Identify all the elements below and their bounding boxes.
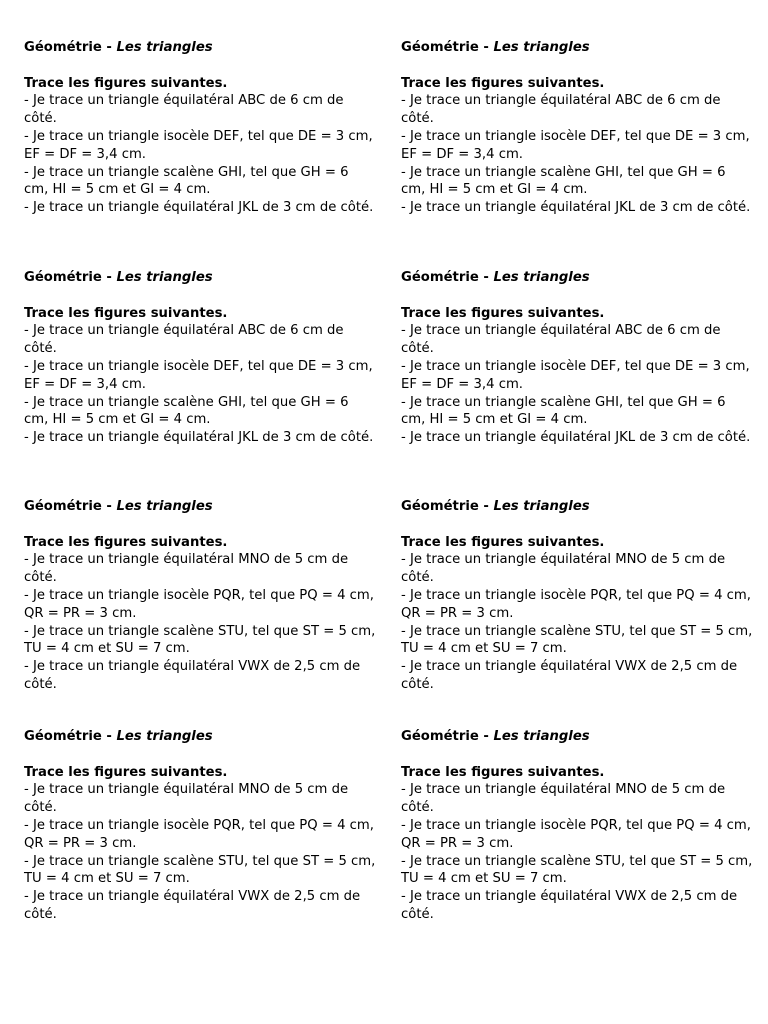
card-instruction: Trace les figures suivantes. bbox=[24, 534, 228, 550]
card-instruction: Trace les figures suivantes. bbox=[24, 75, 228, 91]
exercise-item: - Je trace un triangle équilatéral ABC de 6 cm de côté. bbox=[24, 93, 344, 127]
blank-line bbox=[24, 516, 376, 534]
blank-line bbox=[401, 287, 753, 305]
card-title bbox=[24, 728, 376, 746]
blank-line bbox=[401, 57, 753, 75]
card-title bbox=[24, 498, 376, 516]
card-instruction: Trace les figures suivantes. bbox=[24, 305, 228, 321]
blank-line bbox=[24, 57, 376, 75]
card-topic: Les triangles bbox=[493, 729, 590, 744]
exercise-item: - Je trace un triangle équilatéral MNO de 5 cm de côté. bbox=[24, 552, 349, 586]
card-topic: Les triangles bbox=[493, 40, 590, 55]
exercise-item: - Je trace un triangle isocèle PQR, tel que PQ = 4 cm, QR = PR = 3 cm. bbox=[24, 587, 374, 621]
exercise-card bbox=[401, 269, 753, 447]
card-subject: Géométrie - bbox=[401, 499, 489, 514]
card-topic: Les triangles bbox=[493, 270, 590, 285]
card-subject: Géométrie - bbox=[401, 729, 489, 744]
exercise-item: - Je trace un triangle scalène STU, tel que ST = 5 cm, TU = 4 cm et SU = 7 cm. bbox=[401, 853, 753, 887]
exercise-item: - Je trace un triangle isocèle PQR, tel que PQ = 4 cm, QR = PR = 3 cm. bbox=[24, 817, 374, 851]
blank-line bbox=[401, 516, 753, 534]
exercise-item: - Je trace un triangle scalène GHI, tel que GH = 6 cm, HI = 5 cm et GI = 4 cm. bbox=[24, 394, 349, 428]
exercise-item: - Je trace un triangle isocèle DEF, tel que DE = 3 cm, EF = DF = 3,4 cm. bbox=[24, 358, 373, 392]
exercise-item: - Je trace un triangle équilatéral JKL de 3 cm de côté. bbox=[401, 200, 751, 216]
exercise-item: - Je trace un triangle scalène STU, tel que ST = 5 cm, TU = 4 cm et SU = 7 cm. bbox=[401, 623, 753, 657]
card-instruction: Trace les figures suivantes. bbox=[24, 764, 228, 780]
card-subject: Géométrie - bbox=[401, 40, 489, 55]
exercise-item: - Je trace un triangle équilatéral VWX de 2,5 cm de côté. bbox=[24, 889, 361, 922]
exercise-item: - Je trace un triangle équilatéral ABC de 6 cm de côté. bbox=[401, 93, 721, 127]
exercise-item: - Je trace un triangle isocèle PQR, tel que PQ = 4 cm, QR = PR = 3 cm. bbox=[401, 817, 751, 851]
card-instruction: Trace les figures suivantes. bbox=[401, 75, 605, 91]
exercise-item: - Je trace un triangle isocèle PQR, tel que PQ = 4 cm, QR = PR = 3 cm. bbox=[401, 587, 751, 621]
card-instruction: Trace les figures suivantes. bbox=[401, 305, 605, 321]
exercise-card bbox=[401, 39, 753, 217]
exercise-item: - Je trace un triangle équilatéral MNO de 5 cm de côté. bbox=[24, 782, 349, 816]
card-title bbox=[401, 39, 753, 57]
card-topic: Les triangles bbox=[116, 270, 213, 285]
exercise-item: - Je trace un triangle scalène STU, tel que ST = 5 cm, TU = 4 cm et SU = 7 cm. bbox=[24, 853, 376, 887]
card-title bbox=[24, 269, 376, 287]
exercise-item: - Je trace un triangle équilatéral JKL de 3 cm de côté. bbox=[24, 430, 374, 446]
card-topic: Les triangles bbox=[116, 40, 213, 55]
exercise-item: - Je trace un triangle isocèle DEF, tel que DE = 3 cm, EF = DF = 3,4 cm. bbox=[401, 358, 750, 392]
exercise-item: - Je trace un triangle équilatéral ABC de 6 cm de côté. bbox=[24, 323, 344, 357]
exercise-item: - Je trace un triangle isocèle DEF, tel que DE = 3 cm, EF = DF = 3,4 cm. bbox=[401, 128, 750, 162]
exercise-card bbox=[401, 728, 753, 924]
exercise-card bbox=[24, 39, 376, 217]
card-subject: Géométrie - bbox=[24, 40, 112, 55]
exercise-item: - Je trace un triangle équilatéral ABC de 6 cm de côté. bbox=[401, 323, 721, 357]
exercise-item: - Je trace un triangle scalène GHI, tel que GH = 6 cm, HI = 5 cm et GI = 4 cm. bbox=[24, 164, 349, 198]
blank-line bbox=[24, 746, 376, 764]
card-subject: Géométrie - bbox=[24, 499, 112, 514]
card-topic: Les triangles bbox=[493, 499, 590, 514]
card-instruction: Trace les figures suivantes. bbox=[401, 764, 605, 780]
exercise-item: - Je trace un triangle équilatéral JKL de 3 cm de côté. bbox=[24, 200, 374, 216]
exercise-item: - Je trace un triangle équilatéral MNO de 5 cm de côté. bbox=[401, 552, 726, 586]
card-subject: Géométrie - bbox=[401, 270, 489, 285]
card-topic: Les triangles bbox=[116, 499, 213, 514]
exercise-card bbox=[401, 498, 753, 694]
blank-line bbox=[401, 746, 753, 764]
exercise-item: - Je trace un triangle équilatéral VWX de 2,5 cm de côté. bbox=[401, 659, 738, 692]
card-title bbox=[401, 498, 753, 516]
card-title bbox=[401, 728, 753, 746]
blank-line bbox=[24, 287, 376, 305]
card-title bbox=[24, 39, 376, 57]
card-topic: Les triangles bbox=[116, 729, 213, 744]
exercise-item: - Je trace un triangle isocèle DEF, tel que DE = 3 cm, EF = DF = 3,4 cm. bbox=[24, 128, 373, 162]
exercise-card bbox=[24, 269, 376, 447]
exercise-item: - Je trace un triangle scalène GHI, tel que GH = 6 cm, HI = 5 cm et GI = 4 cm. bbox=[401, 164, 726, 198]
card-subject: Géométrie - bbox=[24, 729, 112, 744]
exercise-item: - Je trace un triangle scalène GHI, tel que GH = 6 cm, HI = 5 cm et GI = 4 cm. bbox=[401, 394, 726, 428]
card-subject: Géométrie - bbox=[24, 270, 112, 285]
exercise-item: - Je trace un triangle équilatéral MNO de 5 cm de côté. bbox=[401, 782, 726, 816]
exercise-item: - Je trace un triangle équilatéral VWX de 2,5 cm de côté. bbox=[24, 659, 361, 692]
exercise-item: - Je trace un triangle équilatéral VWX de 2,5 cm de côté. bbox=[401, 889, 738, 922]
exercise-card bbox=[24, 728, 376, 924]
exercise-item: - Je trace un triangle équilatéral JKL de 3 cm de côté. bbox=[401, 430, 751, 446]
card-instruction: Trace les figures suivantes. bbox=[401, 534, 605, 550]
exercise-card bbox=[24, 498, 376, 694]
exercise-item: - Je trace un triangle scalène STU, tel que ST = 5 cm, TU = 4 cm et SU = 7 cm. bbox=[24, 623, 376, 657]
card-title bbox=[401, 269, 753, 287]
